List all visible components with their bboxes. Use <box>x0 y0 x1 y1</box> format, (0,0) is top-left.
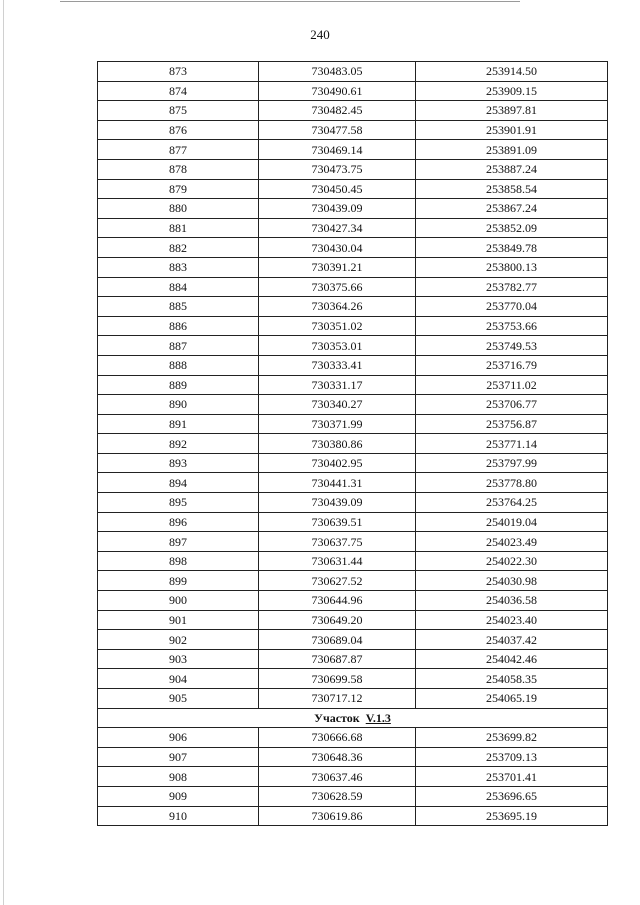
table-row <box>98 630 608 650</box>
x-coordinate-cell: 730717.12 <box>259 689 416 709</box>
y-coordinate-cell: 254030.98 <box>416 571 608 591</box>
table-body-a <box>98 62 608 709</box>
table-row <box>98 277 608 297</box>
table-row <box>98 551 608 571</box>
y-coordinate-cell: 254023.40 <box>416 610 608 630</box>
point-number-cell: 876 <box>98 120 259 140</box>
x-coordinate-cell: 730477.58 <box>259 120 416 140</box>
x-coordinate-cell: 730482.45 <box>259 101 416 121</box>
table-row <box>98 395 608 415</box>
point-number-cell: 874 <box>98 81 259 101</box>
table-row <box>98 414 608 434</box>
point-number-cell: 887 <box>98 336 259 356</box>
section-code: V.1.3 <box>365 710 391 725</box>
point-number-cell: 886 <box>98 316 259 336</box>
table-row <box>98 297 608 317</box>
point-number-cell: 901 <box>98 610 259 630</box>
y-coordinate-cell: 253764.25 <box>416 493 608 513</box>
point-number-cell: 898 <box>98 551 259 571</box>
table-row <box>98 806 608 826</box>
x-coordinate-cell: 730699.58 <box>259 669 416 689</box>
table-row <box>98 512 608 532</box>
table-row <box>98 375 608 395</box>
x-coordinate-cell: 730648.36 <box>259 747 416 767</box>
y-coordinate-cell: 253770.04 <box>416 297 608 317</box>
y-coordinate-cell: 253858.54 <box>416 179 608 199</box>
table-row <box>98 199 608 219</box>
point-number-cell: 893 <box>98 453 259 473</box>
y-coordinate-cell: 253901.91 <box>416 120 608 140</box>
table-row <box>98 571 608 591</box>
y-coordinate-cell: 253867.24 <box>416 199 608 219</box>
y-coordinate-cell: 254065.19 <box>416 689 608 709</box>
x-coordinate-cell: 730644.96 <box>259 591 416 611</box>
y-coordinate-cell: 253797.99 <box>416 453 608 473</box>
x-coordinate-cell: 730333.41 <box>259 355 416 375</box>
y-coordinate-cell: 253782.77 <box>416 277 608 297</box>
x-coordinate-cell: 730649.20 <box>259 610 416 630</box>
table-row <box>98 218 608 238</box>
scan-edge-top <box>60 1 520 2</box>
y-coordinate-cell: 253706.77 <box>416 395 608 415</box>
section-label: Участок <box>314 710 360 725</box>
x-coordinate-cell: 730490.61 <box>259 81 416 101</box>
y-coordinate-cell: 254037.42 <box>416 630 608 650</box>
table-row <box>98 669 608 689</box>
y-coordinate-cell: 254036.58 <box>416 591 608 611</box>
y-coordinate-cell: 253699.82 <box>416 728 608 748</box>
point-number-cell: 903 <box>98 649 259 669</box>
point-number-cell: 905 <box>98 689 259 709</box>
y-coordinate-cell: 254019.04 <box>416 512 608 532</box>
point-number-cell: 892 <box>98 434 259 454</box>
point-number-cell: 894 <box>98 473 259 493</box>
x-coordinate-cell: 730469.14 <box>259 140 416 160</box>
point-number-cell: 891 <box>98 414 259 434</box>
y-coordinate-cell: 254058.35 <box>416 669 608 689</box>
point-number-cell: 909 <box>98 786 259 806</box>
table-row <box>98 747 608 767</box>
x-coordinate-cell: 730637.46 <box>259 767 416 787</box>
x-coordinate-cell: 730371.99 <box>259 414 416 434</box>
y-coordinate-cell: 253771.14 <box>416 434 608 454</box>
table-row <box>98 689 608 709</box>
table-row <box>98 767 608 787</box>
point-number-cell: 882 <box>98 238 259 258</box>
y-coordinate-cell: 253696.65 <box>416 786 608 806</box>
table-row <box>98 453 608 473</box>
table-row <box>98 649 608 669</box>
point-number-cell: 896 <box>98 512 259 532</box>
section-row <box>98 708 608 728</box>
x-coordinate-cell: 730619.86 <box>259 806 416 826</box>
x-coordinate-cell: 730427.34 <box>259 218 416 238</box>
y-coordinate-cell: 253716.79 <box>416 355 608 375</box>
y-coordinate-cell: 254042.46 <box>416 649 608 669</box>
y-coordinate-cell: 253891.09 <box>416 140 608 160</box>
y-coordinate-cell: 254023.49 <box>416 532 608 552</box>
table-row <box>98 473 608 493</box>
point-number-cell: 900 <box>98 591 259 611</box>
table-row <box>98 179 608 199</box>
x-coordinate-cell: 730340.27 <box>259 395 416 415</box>
point-number-cell: 897 <box>98 532 259 552</box>
y-coordinate-cell: 254022.30 <box>416 551 608 571</box>
point-number-cell: 877 <box>98 140 259 160</box>
point-number-cell: 885 <box>98 297 259 317</box>
y-coordinate-cell: 253849.78 <box>416 238 608 258</box>
point-number-cell: 880 <box>98 199 259 219</box>
point-number-cell: 879 <box>98 179 259 199</box>
page-number: 240 <box>310 27 330 42</box>
table-row <box>98 591 608 611</box>
x-coordinate-cell: 730628.59 <box>259 786 416 806</box>
x-coordinate-cell: 730687.87 <box>259 649 416 669</box>
table-row <box>98 786 608 806</box>
x-coordinate-cell: 730666.68 <box>259 728 416 748</box>
point-number-cell: 910 <box>98 806 259 826</box>
x-coordinate-cell: 730353.01 <box>259 336 416 356</box>
section-cell <box>98 708 608 728</box>
table-row <box>98 62 608 82</box>
x-coordinate-cell: 730483.05 <box>259 62 416 82</box>
point-number-cell: 888 <box>98 355 259 375</box>
table-row <box>98 610 608 630</box>
point-number-cell: 907 <box>98 747 259 767</box>
table-row <box>98 81 608 101</box>
point-number-cell: 904 <box>98 669 259 689</box>
point-number-cell: 899 <box>98 571 259 591</box>
table-row <box>98 336 608 356</box>
y-coordinate-cell: 253887.24 <box>416 159 608 179</box>
table-row <box>98 728 608 748</box>
x-coordinate-cell: 730689.04 <box>259 630 416 650</box>
table-row <box>98 493 608 513</box>
point-number-cell: 878 <box>98 159 259 179</box>
x-coordinate-cell: 730637.75 <box>259 532 416 552</box>
point-number-cell: 895 <box>98 493 259 513</box>
y-coordinate-cell: 253753.66 <box>416 316 608 336</box>
x-coordinate-cell: 730391.21 <box>259 257 416 277</box>
y-coordinate-cell: 253909.15 <box>416 81 608 101</box>
table-row <box>98 257 608 277</box>
table-row <box>98 120 608 140</box>
point-number-cell: 873 <box>98 62 259 82</box>
x-coordinate-cell: 730627.52 <box>259 571 416 591</box>
y-coordinate-cell: 253695.19 <box>416 806 608 826</box>
table-row <box>98 159 608 179</box>
y-coordinate-cell: 253800.13 <box>416 257 608 277</box>
scan-edge-left <box>3 0 4 905</box>
y-coordinate-cell: 253711.02 <box>416 375 608 395</box>
y-coordinate-cell: 253914.50 <box>416 62 608 82</box>
x-coordinate-cell: 730439.09 <box>259 199 416 219</box>
point-number-cell: 906 <box>98 728 259 748</box>
section-header <box>98 708 608 728</box>
point-number-cell: 889 <box>98 375 259 395</box>
point-number-cell: 884 <box>98 277 259 297</box>
table-body-b <box>98 728 608 826</box>
x-coordinate-cell: 730351.02 <box>259 316 416 336</box>
table-row <box>98 355 608 375</box>
point-number-cell: 881 <box>98 218 259 238</box>
x-coordinate-cell: 730402.95 <box>259 453 416 473</box>
x-coordinate-cell: 730631.44 <box>259 551 416 571</box>
y-coordinate-cell: 253749.53 <box>416 336 608 356</box>
y-coordinate-cell: 253756.87 <box>416 414 608 434</box>
x-coordinate-cell: 730639.51 <box>259 512 416 532</box>
table-row <box>98 532 608 552</box>
table-row <box>98 140 608 160</box>
point-number-cell: 890 <box>98 395 259 415</box>
x-coordinate-cell: 730450.45 <box>259 179 416 199</box>
coordinates-table <box>97 61 608 826</box>
x-coordinate-cell: 730380.86 <box>259 434 416 454</box>
y-coordinate-cell: 253709.13 <box>416 747 608 767</box>
x-coordinate-cell: 730331.17 <box>259 375 416 395</box>
y-coordinate-cell: 253852.09 <box>416 218 608 238</box>
table-row <box>98 434 608 454</box>
x-coordinate-cell: 730441.31 <box>259 473 416 493</box>
y-coordinate-cell: 253897.81 <box>416 101 608 121</box>
point-number-cell: 908 <box>98 767 259 787</box>
x-coordinate-cell: 730473.75 <box>259 159 416 179</box>
point-number-cell: 875 <box>98 101 259 121</box>
y-coordinate-cell: 253778.80 <box>416 473 608 493</box>
table-row <box>98 101 608 121</box>
x-coordinate-cell: 730375.66 <box>259 277 416 297</box>
table-row <box>98 316 608 336</box>
point-number-cell: 883 <box>98 257 259 277</box>
y-coordinate-cell: 253701.41 <box>416 767 608 787</box>
x-coordinate-cell: 730439.09 <box>259 493 416 513</box>
table-row <box>98 238 608 258</box>
x-coordinate-cell: 730430.04 <box>259 238 416 258</box>
point-number-cell: 902 <box>98 630 259 650</box>
x-coordinate-cell: 730364.26 <box>259 297 416 317</box>
